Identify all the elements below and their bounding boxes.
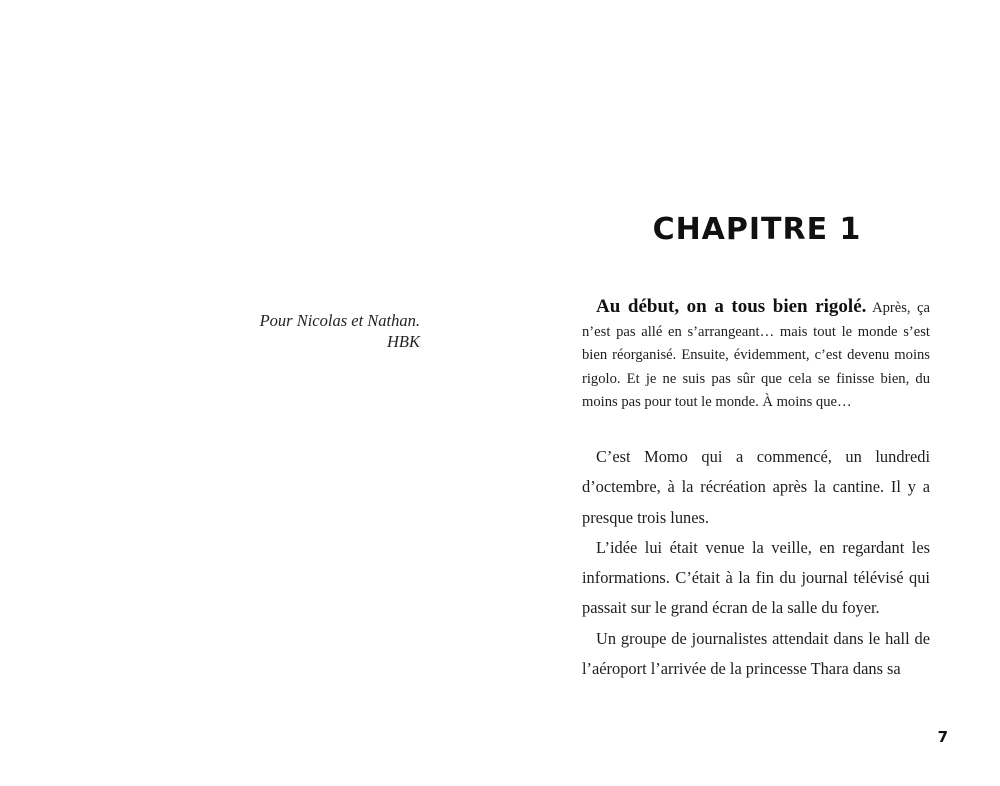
page-number: 7	[937, 728, 948, 746]
body-paragraph: C’est Momo qui a commencé, un lundredi d’octembre, à la récréation après la cantine. Il y a presque trois lunes.	[582, 447, 930, 527]
dedication-signature: HBK	[387, 332, 420, 351]
right-page	[500, 0, 1000, 786]
intro-text: Après, ça n’est pas allé en s’arrangeant… mais tout le monde s’est bien réorganisé. Ensuite, évidemment, c’est devenu moins rigolo. Et je ne suis pas sûr que cela se finisse bien, du moins pas pour tout le monde. À moins que…	[582, 300, 931, 410]
intro-paragraph	[582, 295, 930, 415]
chapter-body	[582, 442, 930, 684]
body-paragraph: Un groupe de journalistes attendait dans le hall de l’aéroport l’arrivée de la princesse Thara dans sa	[582, 628, 930, 679]
dedication-line: Pour Nicolas et Nathan.	[259, 311, 420, 330]
intro-lead: Au début, on a tous bien rigolé.	[596, 296, 867, 317]
body-paragraph: L’idée lui était venue la veille, en regardant les informations. C’était à la fin du journal télévisé qui passait sur le grand écran de la salle du foyer.	[582, 537, 930, 618]
chapter-title: CHAPITRE 1	[652, 212, 862, 247]
dedication	[230, 310, 420, 352]
